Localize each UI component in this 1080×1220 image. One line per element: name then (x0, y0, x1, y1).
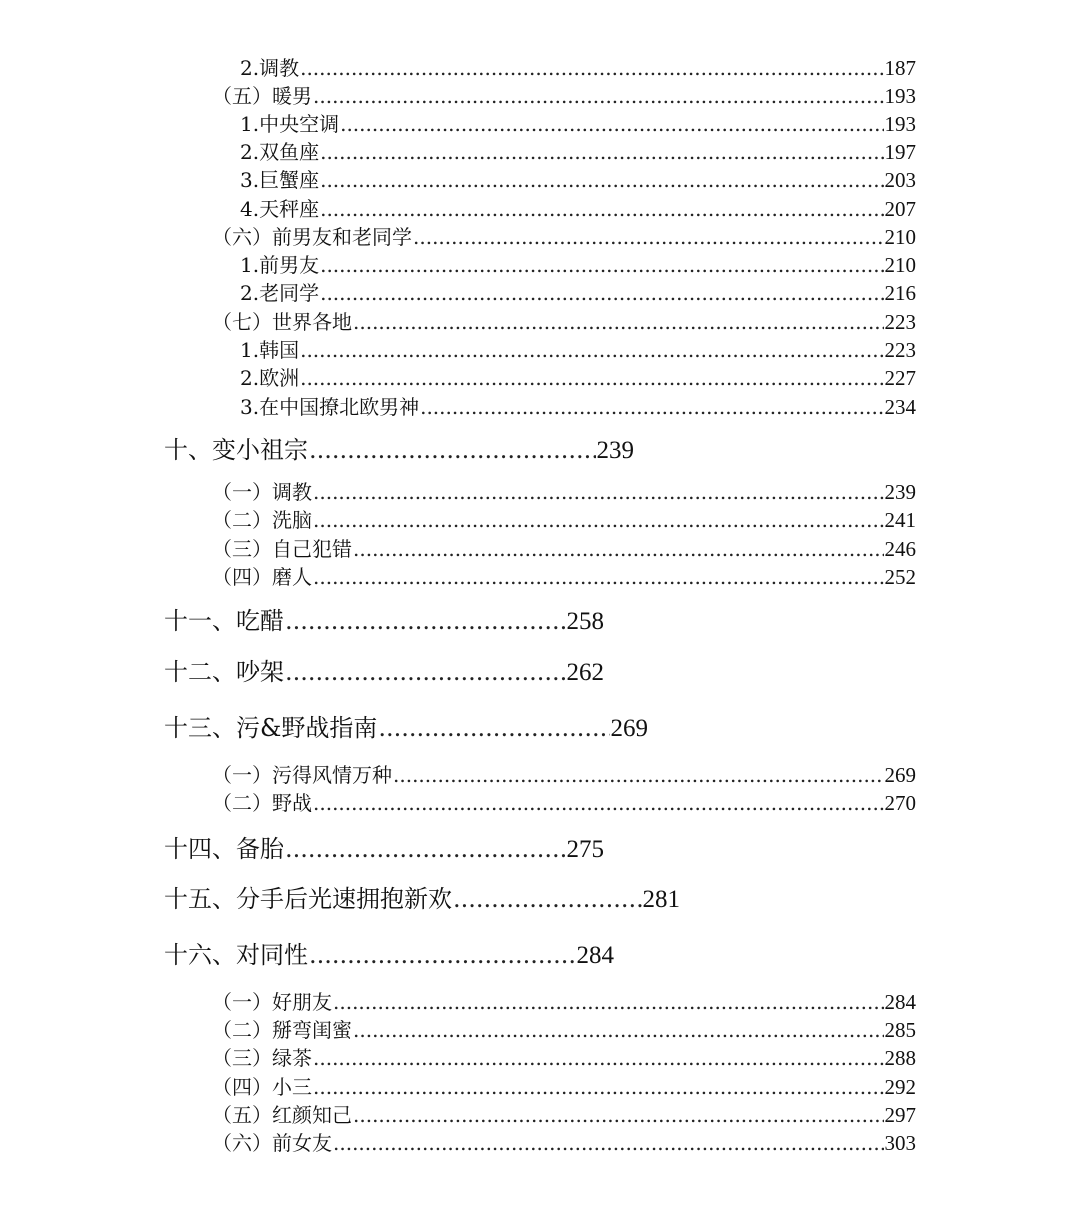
toc-entry-title: 2.欧洲 (240, 366, 300, 390)
toc-entry-title: （一）污得风情万种 (212, 763, 392, 787)
toc-entry-page: 270 (884, 791, 916, 815)
toc-entry-page: 197 (884, 140, 916, 164)
toc-entry-title: （五）红颜知己 (212, 1103, 352, 1127)
dot-leader (340, 112, 883, 136)
toc-entry-title: 2.双鱼座 (240, 140, 320, 164)
toc-entry-page: 239 (884, 480, 916, 504)
toc-entry-title: 1.韩国 (240, 338, 300, 362)
toc-chapter-page: 281 (642, 886, 680, 913)
dot-leader (300, 56, 883, 80)
toc-entry (240, 108, 916, 137)
toc-entry-title: （二）洗脑 (212, 508, 312, 532)
toc-entry-page: 303 (884, 1131, 916, 1155)
toc-entry-page: 193 (884, 112, 916, 136)
toc-entry-title: （三）自己犯错 (212, 537, 352, 561)
dot-leader (320, 140, 883, 164)
toc-entry (212, 533, 916, 562)
toc-chapter-page: 239 (596, 437, 634, 464)
toc-entry-page: 269 (884, 763, 916, 787)
toc-entry-title: 2.调教 (240, 56, 300, 80)
dot-leader (420, 395, 883, 419)
toc-entry-page: 210 (884, 225, 916, 249)
toc-entry (240, 164, 916, 193)
toc-entry-title: 1.前男友 (240, 253, 320, 277)
toc-chapter-page: 269 (610, 715, 648, 742)
toc-entry-title: （五）暖男 (212, 84, 312, 108)
dot-leader (313, 84, 884, 108)
toc-chapter (164, 708, 648, 743)
dot-leader (320, 281, 883, 305)
toc-chapter-title: 十四、备胎 (164, 835, 284, 863)
toc-entry-title: （七）世界各地 (212, 310, 352, 334)
toc-entry (240, 193, 916, 222)
dot-leader (353, 537, 884, 561)
dot-leader (353, 1103, 884, 1127)
toc-entry (240, 334, 916, 363)
toc-chapter-page: 258 (566, 608, 604, 635)
toc-entry (240, 52, 916, 81)
toc-entry-page: 285 (884, 1018, 916, 1042)
toc-entry-title: （二）野战 (212, 791, 312, 815)
toc-entry-title: （一）好朋友 (212, 990, 332, 1014)
toc-entry (212, 1127, 916, 1156)
toc-chapter (164, 430, 634, 465)
toc-entry (212, 1099, 916, 1128)
toc-entry (212, 759, 916, 788)
toc-entry (212, 476, 916, 505)
toc-entry-page: 223 (884, 310, 916, 334)
dot-leader (393, 763, 884, 787)
toc-entry-page: 210 (884, 253, 916, 277)
toc-chapter-title: 十五、分手后光速拥抱新欢 (164, 885, 452, 913)
dot-leader (313, 565, 884, 589)
dot-leader (313, 480, 884, 504)
toc-entry-title: 3.在中国撩北欧男神 (240, 395, 420, 419)
toc-entry (240, 249, 916, 278)
dot-leader (320, 253, 883, 277)
toc-chapter-title: 十二、吵架 (164, 658, 284, 686)
dot-leader (285, 835, 566, 863)
toc-chapter (164, 879, 680, 914)
dot-leader (320, 197, 883, 221)
toc-entry (212, 1042, 916, 1071)
toc-chapter-title: 十三、污&野战指南 (164, 714, 378, 742)
toc-entry (212, 1014, 916, 1043)
dot-leader (378, 714, 609, 742)
toc-entry-page: 284 (884, 990, 916, 1014)
toc-entry-page: 241 (884, 508, 916, 532)
dot-leader (313, 508, 884, 532)
dot-leader (285, 658, 566, 686)
toc-entry (212, 80, 916, 109)
dot-leader (320, 168, 883, 192)
toc-entry-title: （三）绿茶 (212, 1046, 312, 1070)
toc-entry-title: （二）掰弯闺蜜 (212, 1018, 352, 1042)
dot-leader (285, 607, 566, 635)
toc-chapter-page: 275 (566, 836, 604, 863)
toc-entry-page: 207 (884, 197, 916, 221)
toc-entry-page: 234 (884, 395, 916, 419)
toc-chapter (164, 935, 614, 970)
dot-leader (413, 225, 884, 249)
toc-chapter-title: 十一、吃醋 (164, 607, 284, 635)
toc-entry-title: 4.天秤座 (240, 197, 320, 221)
dot-leader (453, 885, 642, 913)
toc-entry (212, 306, 916, 335)
toc-entry-title: （六）前男友和老同学 (212, 225, 412, 249)
toc-entry (212, 986, 916, 1015)
toc-entry-page: 223 (884, 338, 916, 362)
toc-entry-page: 252 (884, 565, 916, 589)
toc-entry-title: 2.老同学 (240, 281, 320, 305)
toc-entry (240, 362, 916, 391)
dot-leader (300, 338, 883, 362)
toc-entry (212, 221, 916, 250)
toc-entry-title: （四）磨人 (212, 565, 312, 589)
toc-entry-page: 216 (884, 281, 916, 305)
toc-entry-page: 292 (884, 1075, 916, 1099)
toc-entry-page: 187 (884, 56, 916, 80)
toc-chapter (164, 601, 604, 636)
toc-entry (212, 504, 916, 533)
dot-leader (353, 310, 884, 334)
toc-entry-page: 193 (884, 84, 916, 108)
toc-entry-page: 246 (884, 537, 916, 561)
toc-entry-title: 3.巨蟹座 (240, 168, 320, 192)
toc-chapter (164, 652, 604, 687)
dot-leader (313, 1075, 884, 1099)
toc-entry-page: 288 (884, 1046, 916, 1070)
toc-chapter-title: 十、变小祖宗 (164, 436, 308, 464)
toc-entry (212, 787, 916, 816)
toc-entry-page: 203 (884, 168, 916, 192)
toc-entry-page: 297 (884, 1103, 916, 1127)
toc-entry-page: 227 (884, 366, 916, 390)
toc-entry (212, 561, 916, 590)
toc-entry (212, 1071, 916, 1100)
dot-leader (313, 1046, 884, 1070)
toc-entry-title: （一）调教 (212, 480, 312, 504)
toc-chapter-title: 十六、对同性 (164, 941, 308, 969)
dot-leader (353, 1018, 884, 1042)
toc-entry-title: 1.中央空调 (240, 112, 340, 136)
toc-entry (240, 391, 916, 420)
dot-leader (309, 941, 576, 969)
toc-entry-title: （四）小三 (212, 1075, 312, 1099)
toc-chapter-page: 284 (576, 942, 614, 969)
dot-leader (333, 1131, 884, 1155)
dot-leader (313, 791, 884, 815)
toc-chapter (164, 829, 604, 864)
toc-entry (240, 136, 916, 165)
dot-leader (300, 366, 883, 390)
dot-leader (333, 990, 884, 1014)
dot-leader (309, 436, 596, 464)
toc-chapter-page: 262 (566, 659, 604, 686)
toc-entry (240, 277, 916, 306)
toc-entry-title: （六）前女友 (212, 1131, 332, 1155)
